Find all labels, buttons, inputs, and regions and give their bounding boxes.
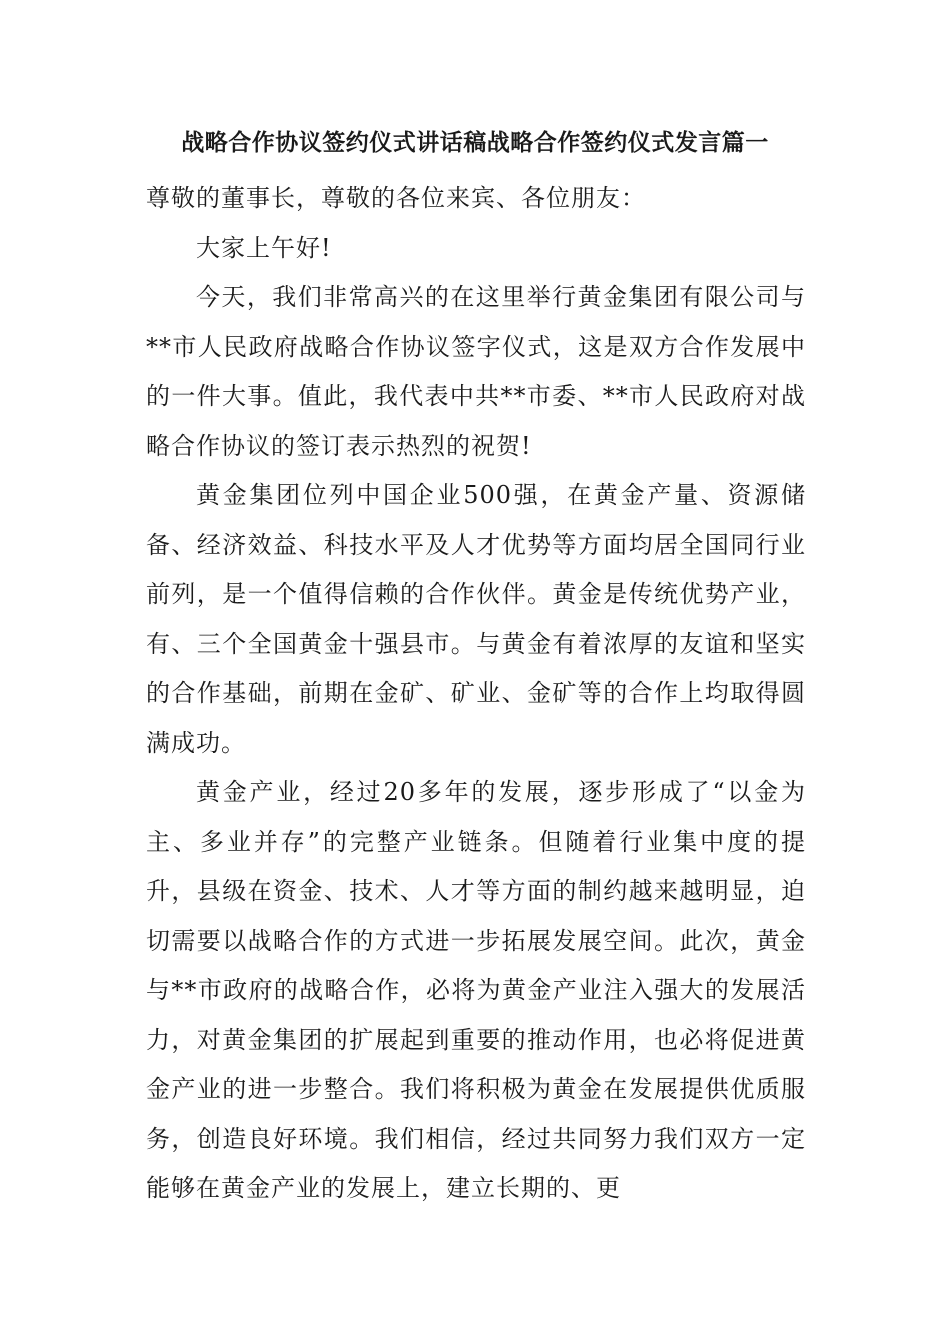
paragraph-opening: 今天，我们非常高兴的在这里举行黄金集团有限公司与**市人民政府战略合作协议签字仪式，这是双方合作发展中的一件大事。值此，我代表中共**市委、**市人民政府对战略合作协议的签订表示热烈的祝贺! [146,283,806,460]
paragraph-industry-development: 黄金产业，经过20多年的发展，逐步形成了“以金为主、多业并存”的完整产业链条。但随着行业集中度的提升，县级在资金、技术、人才等方面的制约越来越明显，迫切需要以战略合作的方式进一步拓展发展空间。此次，黄金与**市政府的战略合作，必将为黄金产业注入强大的发展活力，对黄金集团的扩展起到重要的推动作用，也必将促进黄金产业的进一步整合。我们将积极为黄金在发展提供优质服务，创造良好环境。我们相信，经过共同努力我们双方一定能够在黄金产业的发展上，建立长期的、更 [146,778,806,1202]
document-body [146,174,806,1214]
document-title: 战略合作协议签约仪式讲话稿战略合作签约仪式发言篇一 [181,129,769,156]
salutation: 尊敬的董事长，尊敬的各位来宾、各位朋友： [146,184,646,212]
paragraph-company-intro: 黄金集团位列中国企业500强，在黄金产量、资源储备、经济效益、科技水平及人才优势等方面均居全国同行业前列，是一个值得信赖的合作伙伴。黄金是传统优势产业，有、三个全国黄金十强县市。与黄金有着浓厚的友谊和坚实的合作基础，前期在金矿、矿业、金矿等的合作上均取得圆满成功。 [146,481,806,757]
paragraph-greeting: 大家上午好! [196,233,332,262]
